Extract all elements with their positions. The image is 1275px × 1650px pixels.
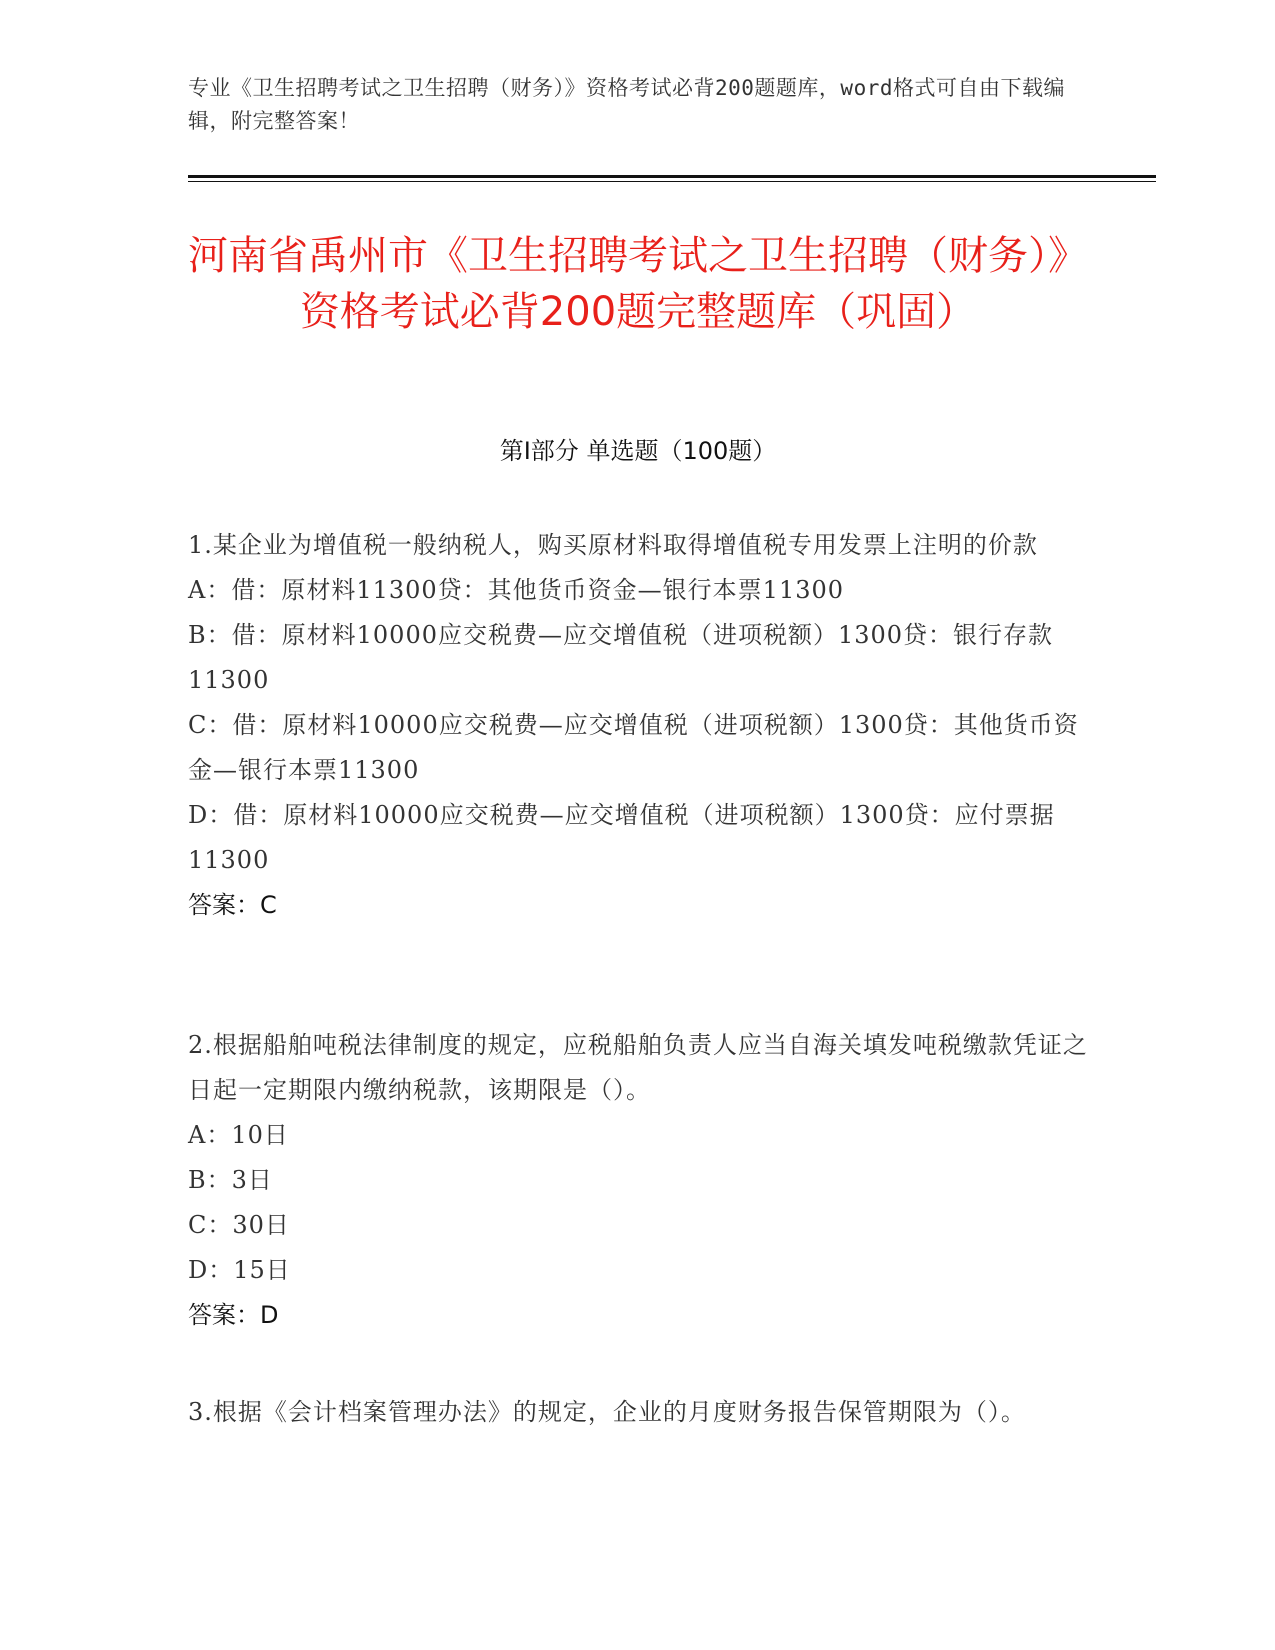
- option-b: B：3日: [188, 1166, 273, 1194]
- answer-line: [188, 883, 1088, 928]
- option-d: D：借：原材料10000应交税费—应交增值税（进项税额）1300贷：应付票据11300: [188, 801, 1055, 874]
- option-c: C：借：原材料10000应交税费—应交增值税（进项税额）1300贷：其他货币资金—银行本票11300: [188, 711, 1079, 784]
- option-b: B：借：原材料10000应交税费—应交增值税（进项税额）1300贷：银行存款11300: [188, 621, 1054, 694]
- header-divider: [188, 175, 1156, 178]
- option-a: A：借：原材料11300贷：其他货币资金—银行本票11300: [188, 576, 845, 604]
- option-c: C：30日: [188, 1211, 290, 1239]
- option-a: A：10日: [188, 1121, 289, 1149]
- document-title: 河南省禹州市《卫生招聘考试之卫生招聘（财务）》资格考试必背200题完整题库（巩固）: [188, 233, 1088, 335]
- answer-label: 答案：: [188, 1301, 260, 1329]
- question-text: 2.根据船舶吨税法律制度的规定，应税船舶负责人应当自海关填发吨税缴款凭证之日起一定期限内缴纳税款，该期限是（）。: [188, 1031, 1088, 1104]
- question-2: [188, 1023, 1088, 1338]
- header-note: 专业《卫生招聘考试之卫生招聘（财务）》资格考试必背200题题库，word格式可自由下载编辑，附完整答案！: [188, 76, 1065, 133]
- answer-value: D: [260, 1301, 279, 1329]
- answer-line: [188, 1293, 1088, 1338]
- option-d: D：15日: [188, 1256, 291, 1284]
- section-heading: 第I部分 单选题（100题）: [499, 437, 777, 465]
- question-text: 3.根据《会计档案管理办法》的规定，企业的月度财务报告保管期限为（）。: [188, 1398, 1026, 1426]
- question-3: [188, 1390, 1088, 1435]
- header-divider-thin: [188, 181, 1156, 182]
- question-text: 1.某企业为增值税一般纳税人，购买原材料取得增值税专用发票上注明的价款: [188, 531, 1038, 559]
- answer-label: 答案：: [188, 891, 260, 919]
- question-1: [188, 523, 1088, 928]
- answer-value: C: [260, 891, 277, 919]
